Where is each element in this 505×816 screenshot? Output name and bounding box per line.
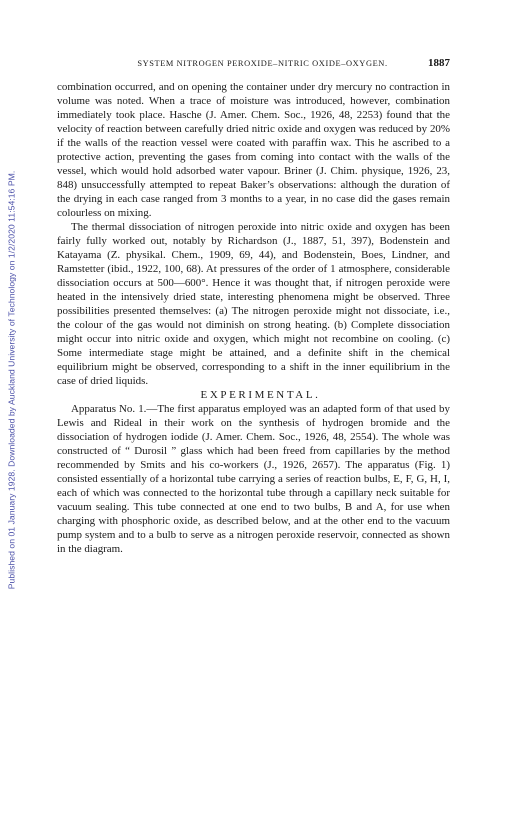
page-number: 1887	[428, 57, 450, 69]
section-heading: EXPERIMENTAL.	[200, 389, 321, 401]
publication-note: Published on 01 January 1928. Downloaded by Auckland University of Technology on 1/2/2020 11:54:16 PM.	[6, 170, 17, 590]
paragraph-2: The thermal dissociation of nitrogen peroxide into nitric oxide and oxygen has been fairly fully worked out, notably by Richardson (J., 1887, 51, 397), Bodenstein and Katayama (Z. physikal. Chem., 1909, 69, 44), and Bodenstein, Boes, Lindner, and Ramstetter (ibid., 1922, 100, 68). At pressures of the order of 1 atmosphere, considerable dissociation occurs at 500—600°. Hence it was thought that, if nitrogen peroxide were heated in the intensively dried state, interesting phenomena might be observed. Three possibilities presented themselves: (a) The nitrogen peroxide might not dissociate, i.e., the colour of the gas would not diminish on strong heating. (b) Complete dissociation might occur into nitric oxide and oxygen, which might not recombine on cooling. (c) Some intermediate stage might be attained, and a definite shift in the chemical equilibrium might be observed, corresponding to a shift in the inner equilibrium in the case of dried liquids.	[57, 221, 450, 387]
paragraph-1: combination occurred, and on opening the container under dry mercury no contraction in volume was noted. When a trace of moisture was introduced, however, combination immediately took place. Hasche (J. Amer. Chem. Soc., 1926, 48, 2253) found that the velocity of reaction between carefully dried nitric oxide and oxygen was reduced by 20% if the walls of the reaction vessel were coated with paraffin wax. This he ascribed to a protective action, preventing the gases from coming into contact with the walls of the vessel, which would hold adsorbed water vapour. Briner (J. Chim. physique, 1926, 23, 848) unsuccessfully attempted to repeat Baker’s observations: although the duration of the drying in each case ranged from 3 months to a year, in no case did the gases remain colourless on mixing.	[57, 81, 450, 219]
publication-sidebar	[0, 30, 22, 730]
page-header	[57, 57, 450, 69]
article-body	[57, 80, 450, 556]
paragraph-3: Apparatus No. 1.—The first apparatus employed was an adapted form of that used by Lewis and Rideal in their work on the synthesis of hydrogen bromide and the dissociation of hydrogen iodide (J. Amer. Chem. Soc., 1926, 48, 2554). The whole was constructed of “ Durosil ” glass which had been freed from capillaries by the method recommended by Smits and his co-workers (J., 1926, 2657). The apparatus (Fig. 1) consisted essentially of a horizontal tube carrying a series of reaction bulbs, E, F, G, H, I, each of which was connected to the horizontal tube through a capillary neck suitable for vacuum sealing. This tube connected at one end to two bulbs, B and A, for use when charging with phosphoric oxide, as described below, and at the other end to the vacuum pump system and to a bulb to serve as a nitrogen peroxide reservoir, connected as shown in the diagram.	[57, 403, 450, 555]
running-title: SYSTEM NITROGEN PEROXIDE–NITRIC OXIDE–OXYGEN.	[137, 59, 388, 68]
